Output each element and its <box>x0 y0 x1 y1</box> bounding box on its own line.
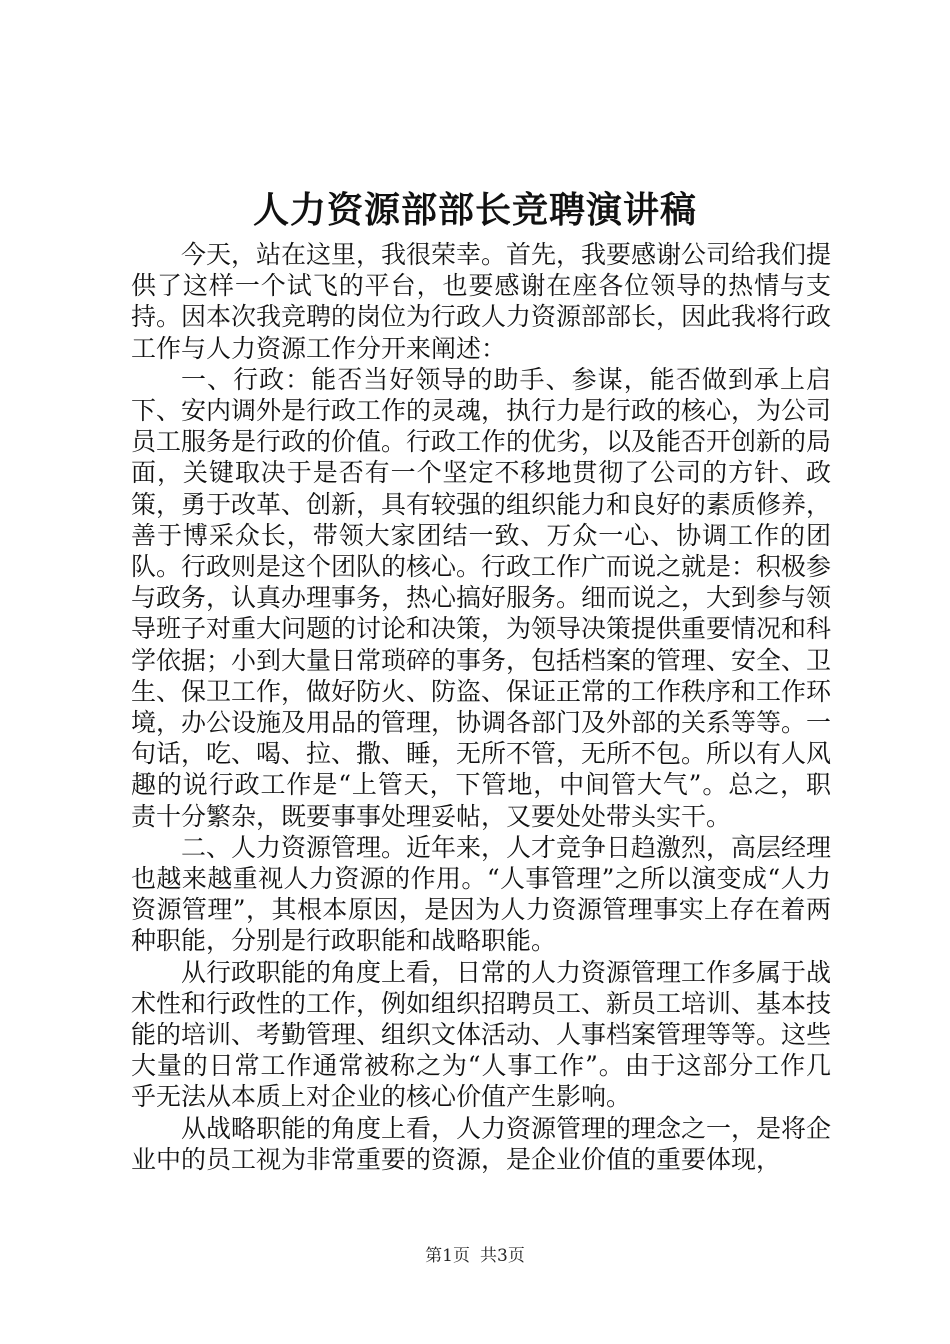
page-footer <box>0 1244 950 1268</box>
page-number: 第1页 <box>425 1246 470 1266</box>
document-title: 人力资源部部长竞聘演讲稿 <box>252 189 697 231</box>
page-total: 共3页 <box>480 1246 525 1266</box>
paragraph-administrative-function: 从行政职能的角度上看，日常的人力资源管理工作多属于战术性和行政性的工作，例如组织招聘员工、新员工培训、基本技能的培训、考勤管理、组织文体活动、人事档案管理等等。这些大量的日常工作通常被称之为“人事工作”。由于这部分工作几乎无法从本质上对企业的核心价值产生影响。 <box>131 957 832 1112</box>
paragraph-administration: 一、行政：能否当好领导的助手、参谋，能否做到承上启下、安内调外是行政工作的灵魂，执行力是行政的核心，为公司员工服务是行政的价值。行政工作的优劣，以及能否开创新的局面，关键取决于是否有一个坚定不移地贯彻了公司的方针、政策，勇于改革、创新，具有较强的组织能力和良好的素质修养，善于博采众长，带领大家团结一致、万众一心、协调工作的团队。行政则是这个团队的核心。行政工作广而说之就是：积极参与政务，认真办理事务，热心搞好服务。细而说之，大到参与领导班子对重大问题的讨论和决策，为领导决策提供重要情况和科学依据；小到大量日常琐碎的事务，包括档案的管理、安全、卫生、保卫工作，做好防火、防盗、保证正常的工作秩序和工作环境，办公设施及用品的管理，协调各部门及外部的关系等等。一句话，吃、喝、拉、撒、睡，无所不管，无所不包。所以有人风趣的说行政工作是“上管天，下管地，中间管大气”。总之，职责十分繁杂，既要事事处理妥帖，又要处处带头实干。 <box>131 364 832 831</box>
paragraph-strategic-function: 从战略职能的角度上看，人力资源管理的理念之一，是将企业中的员工视为非常重要的资源，是企业价值的重要体现， <box>131 1113 832 1174</box>
paragraph-hr-management: 二、人力资源管理。近年来，人才竞争日趋激烈，高层经理也越来越重视人力资源的作用。“人事管理”之所以演变成“人力资源管理”，其根本原因，是因为人力资源管理事实上存在着两种职能，分别是行政职能和战略职能。 <box>131 832 832 956</box>
document-body <box>131 239 831 1175</box>
paragraph-intro: 今天，站在这里，我很荣幸。首先，我要感谢公司给我们提供了这样一个试飞的平台，也要感谢在座各位领导的热情与支持。因本次我竞聘的岗位为行政人力资源部部长，因此我将行政工作与人力资源工作分开来阐述： <box>131 240 832 363</box>
